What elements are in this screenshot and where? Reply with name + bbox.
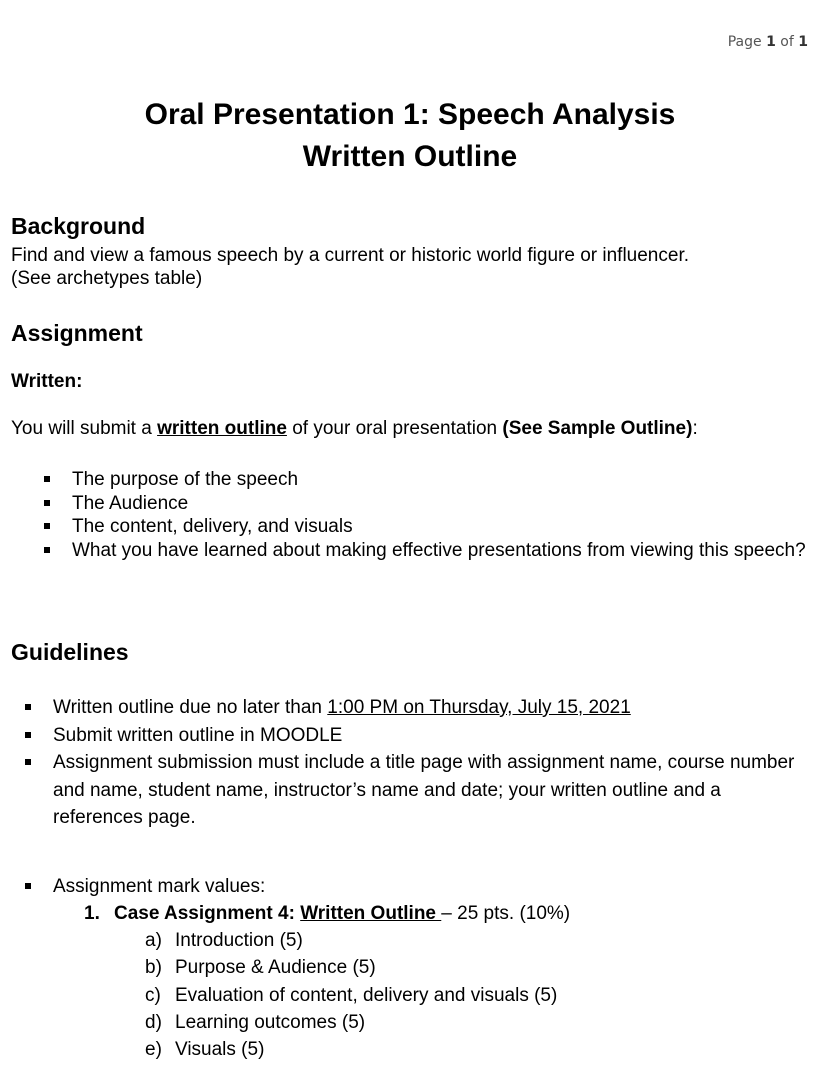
sample-outline-ref: (See Sample Outline) — [502, 418, 693, 439]
list-item: Assignment submission must include a title page with assignment name, course number and name, student name, instructor’s name and date; your written outline and a references page. — [53, 749, 813, 832]
written-outline-link: written outline — [157, 418, 287, 439]
list-item: d) Learning outcomes (5) — [145, 1011, 366, 1033]
mark-breakdown-list — [145, 927, 557, 1063]
background-line-2: (See archetypes table) — [11, 268, 203, 289]
title-line-1: Oral Presentation 1: Speech Analysis — [144, 98, 676, 131]
list-item: The Audience — [72, 492, 812, 516]
guidelines-heading: Guidelines — [11, 639, 129, 665]
due-date: 1:00 PM on Thursday, July 15, 2021 — [327, 697, 631, 718]
page-title — [0, 94, 820, 178]
mark-values-list — [53, 873, 813, 900]
assignment-heading: Assignment — [11, 320, 143, 346]
list-item: e) Visuals (5) — [145, 1039, 265, 1061]
case-assignment-line: 1. Case Assignment 4: Written Outline – 25 pts. (10%) — [84, 903, 571, 924]
list-item: Submit written outline in MOODLE — [53, 722, 813, 750]
guidelines-list — [53, 694, 813, 832]
background-heading: Background — [11, 213, 146, 239]
list-item: Assignment mark values: — [53, 873, 813, 900]
assignment-intro: You will submit a written outline of your oral presentation (See Sample Outline): — [11, 418, 698, 439]
background-text — [11, 244, 689, 290]
page-number: Page 1 of 1 — [727, 34, 808, 50]
list-item: What you have learned about making effective presentations from viewing this speech? — [72, 539, 812, 563]
written-subheading: Written: — [11, 371, 83, 392]
list-item: a) Introduction (5) — [145, 930, 303, 951]
background-line-1: Find and view a famous speech by a current or historic world figure or influencer. — [11, 245, 689, 266]
title-line-2: Written Outline — [302, 140, 518, 173]
written-outline-case-link: Written Outline — [300, 903, 442, 924]
list-item: c) Evaluation of content, delivery and visuals (5) — [145, 984, 558, 1006]
list-item: Written outline due no later than 1:00 PM on Thursday, July 15, 2021 — [53, 694, 813, 722]
list-item: The purpose of the speech — [72, 468, 812, 492]
assignment-list — [72, 468, 812, 562]
list-item: b) Purpose & Audience (5) — [145, 957, 376, 979]
list-item: The content, delivery, and visuals — [72, 515, 812, 539]
